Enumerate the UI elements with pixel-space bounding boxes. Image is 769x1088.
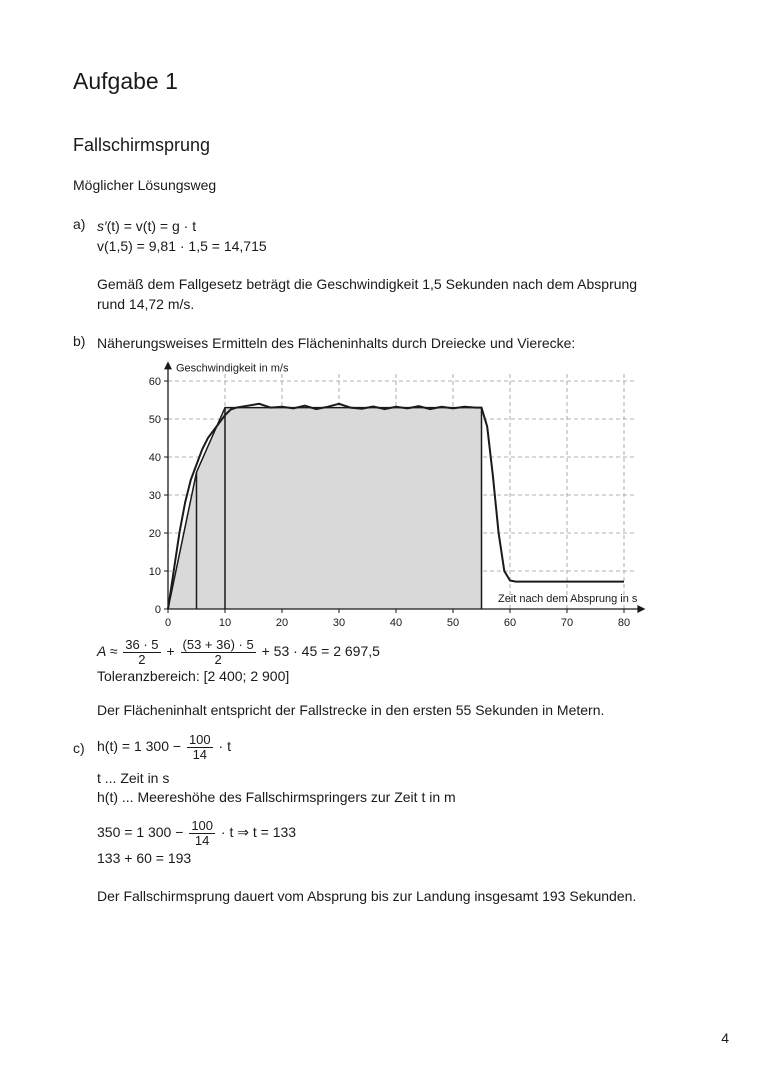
solve-equation-denominator: 14 (194, 833, 210, 848)
variable-definition-h: h(t) ... Meereshöhe des Fallschirmspringers zur Zeit t in m (97, 789, 456, 805)
y-axis-label: Geschwindigkeit in m/s (176, 362, 289, 375)
height-function-right: · t (218, 738, 231, 755)
formula-tail: + 53 · 45 = 2 697,5 (261, 643, 380, 660)
section-heading: Möglicher Lösungsweg (73, 177, 217, 193)
x-tick-label: 30 (332, 617, 346, 629)
part-a-s-prime: s′ (97, 218, 107, 234)
x-axis-arrow (637, 605, 645, 613)
fraction-triangle-numerator: 36 · 5 (125, 637, 159, 652)
y-tick-label: 50 (148, 414, 161, 426)
area-formula (97, 638, 380, 667)
approximation-area (168, 408, 482, 609)
task-subtitle: Fallschirmsprung (73, 135, 211, 155)
height-function-left: h(t) = 1 300 − (97, 738, 182, 755)
solve-equation-left: 350 = 1 300 − (97, 824, 184, 841)
solve-equation-numerator: 100 (191, 818, 214, 833)
page-number: 4 (721, 1030, 729, 1046)
x-tick-label: 20 (275, 617, 289, 629)
solve-equation (97, 819, 296, 848)
x-tick-label: 70 (560, 617, 574, 629)
part-a-label: a) (73, 216, 86, 232)
height-function (97, 733, 231, 762)
height-function-fraction (187, 733, 213, 762)
fraction-triangle-denominator: 2 (138, 652, 146, 667)
part-a-calculation: v(1,5) = 9,81 · 1,5 = 14,715 (97, 238, 267, 254)
y-tick-label: 0 (154, 604, 161, 616)
y-tick-label: 20 (148, 528, 161, 540)
part-b-intro: Näherungsweises Ermitteln des Flächeninhalts durch Dreiecke und Vierecke: (97, 335, 576, 351)
fraction-trapezoid-numerator: (53 + 36) · 5 (182, 637, 254, 652)
part-a-text-line2: rund 14,72 m/s. (97, 296, 195, 312)
fraction-triangle (123, 638, 160, 667)
x-axis-label: Zeit nach dem Absprung in s (497, 593, 638, 605)
total-time-equation: 133 + 60 = 193 (97, 850, 192, 866)
y-tick-label: 60 (148, 376, 161, 388)
x-tick-label: 40 (389, 617, 403, 629)
variable-definition-t: t ... Zeit in s (97, 770, 170, 786)
part-a-derivative-rest: (t) = v(t) = g · t (106, 218, 197, 234)
x-tick-label: 80 (617, 617, 631, 629)
fraction-trapezoid-denominator: 2 (214, 652, 222, 667)
x-tick-label: 0 (164, 617, 172, 629)
x-tick-label: 10 (218, 617, 232, 629)
solve-equation-fraction (189, 819, 215, 848)
y-tick-label: 40 (148, 452, 161, 464)
height-function-denominator: 14 (192, 747, 208, 762)
y-axis-arrow (164, 361, 172, 369)
velocity-chart (120, 355, 660, 635)
part-b-conclusion: Der Flächeninhalt entspricht der Fallstrecke in den ersten 55 Sekunden in Metern. (97, 702, 605, 718)
x-tick-label: 60 (503, 617, 517, 629)
part-c-conclusion: Der Fallschirmsprung dauert vom Absprung bis zur Landung insgesamt 193 Sekunden. (97, 888, 637, 904)
part-a-derivative-line (97, 216, 196, 236)
formula-plus: + (166, 643, 175, 660)
x-tick-label: 50 (446, 617, 460, 629)
part-c-label: c) (73, 740, 85, 756)
solve-equation-right: · t ⇒ t = 133 (220, 824, 297, 841)
formula-a-symbol: A ≈ (97, 643, 118, 660)
height-function-numerator: 100 (188, 732, 211, 747)
fraction-trapezoid (181, 638, 256, 667)
y-tick-label: 10 (148, 566, 161, 578)
y-tick-label: 30 (148, 490, 161, 502)
page-title: Aufgabe 1 (73, 68, 178, 94)
part-a-text-line1: Gemäß dem Fallgesetz beträgt die Geschwindigkeit 1,5 Sekunden nach dem Absprung (97, 276, 638, 292)
tolerance-range: Toleranzbereich: [2 400; 2 900] (97, 668, 290, 684)
part-b-label: b) (73, 333, 86, 349)
